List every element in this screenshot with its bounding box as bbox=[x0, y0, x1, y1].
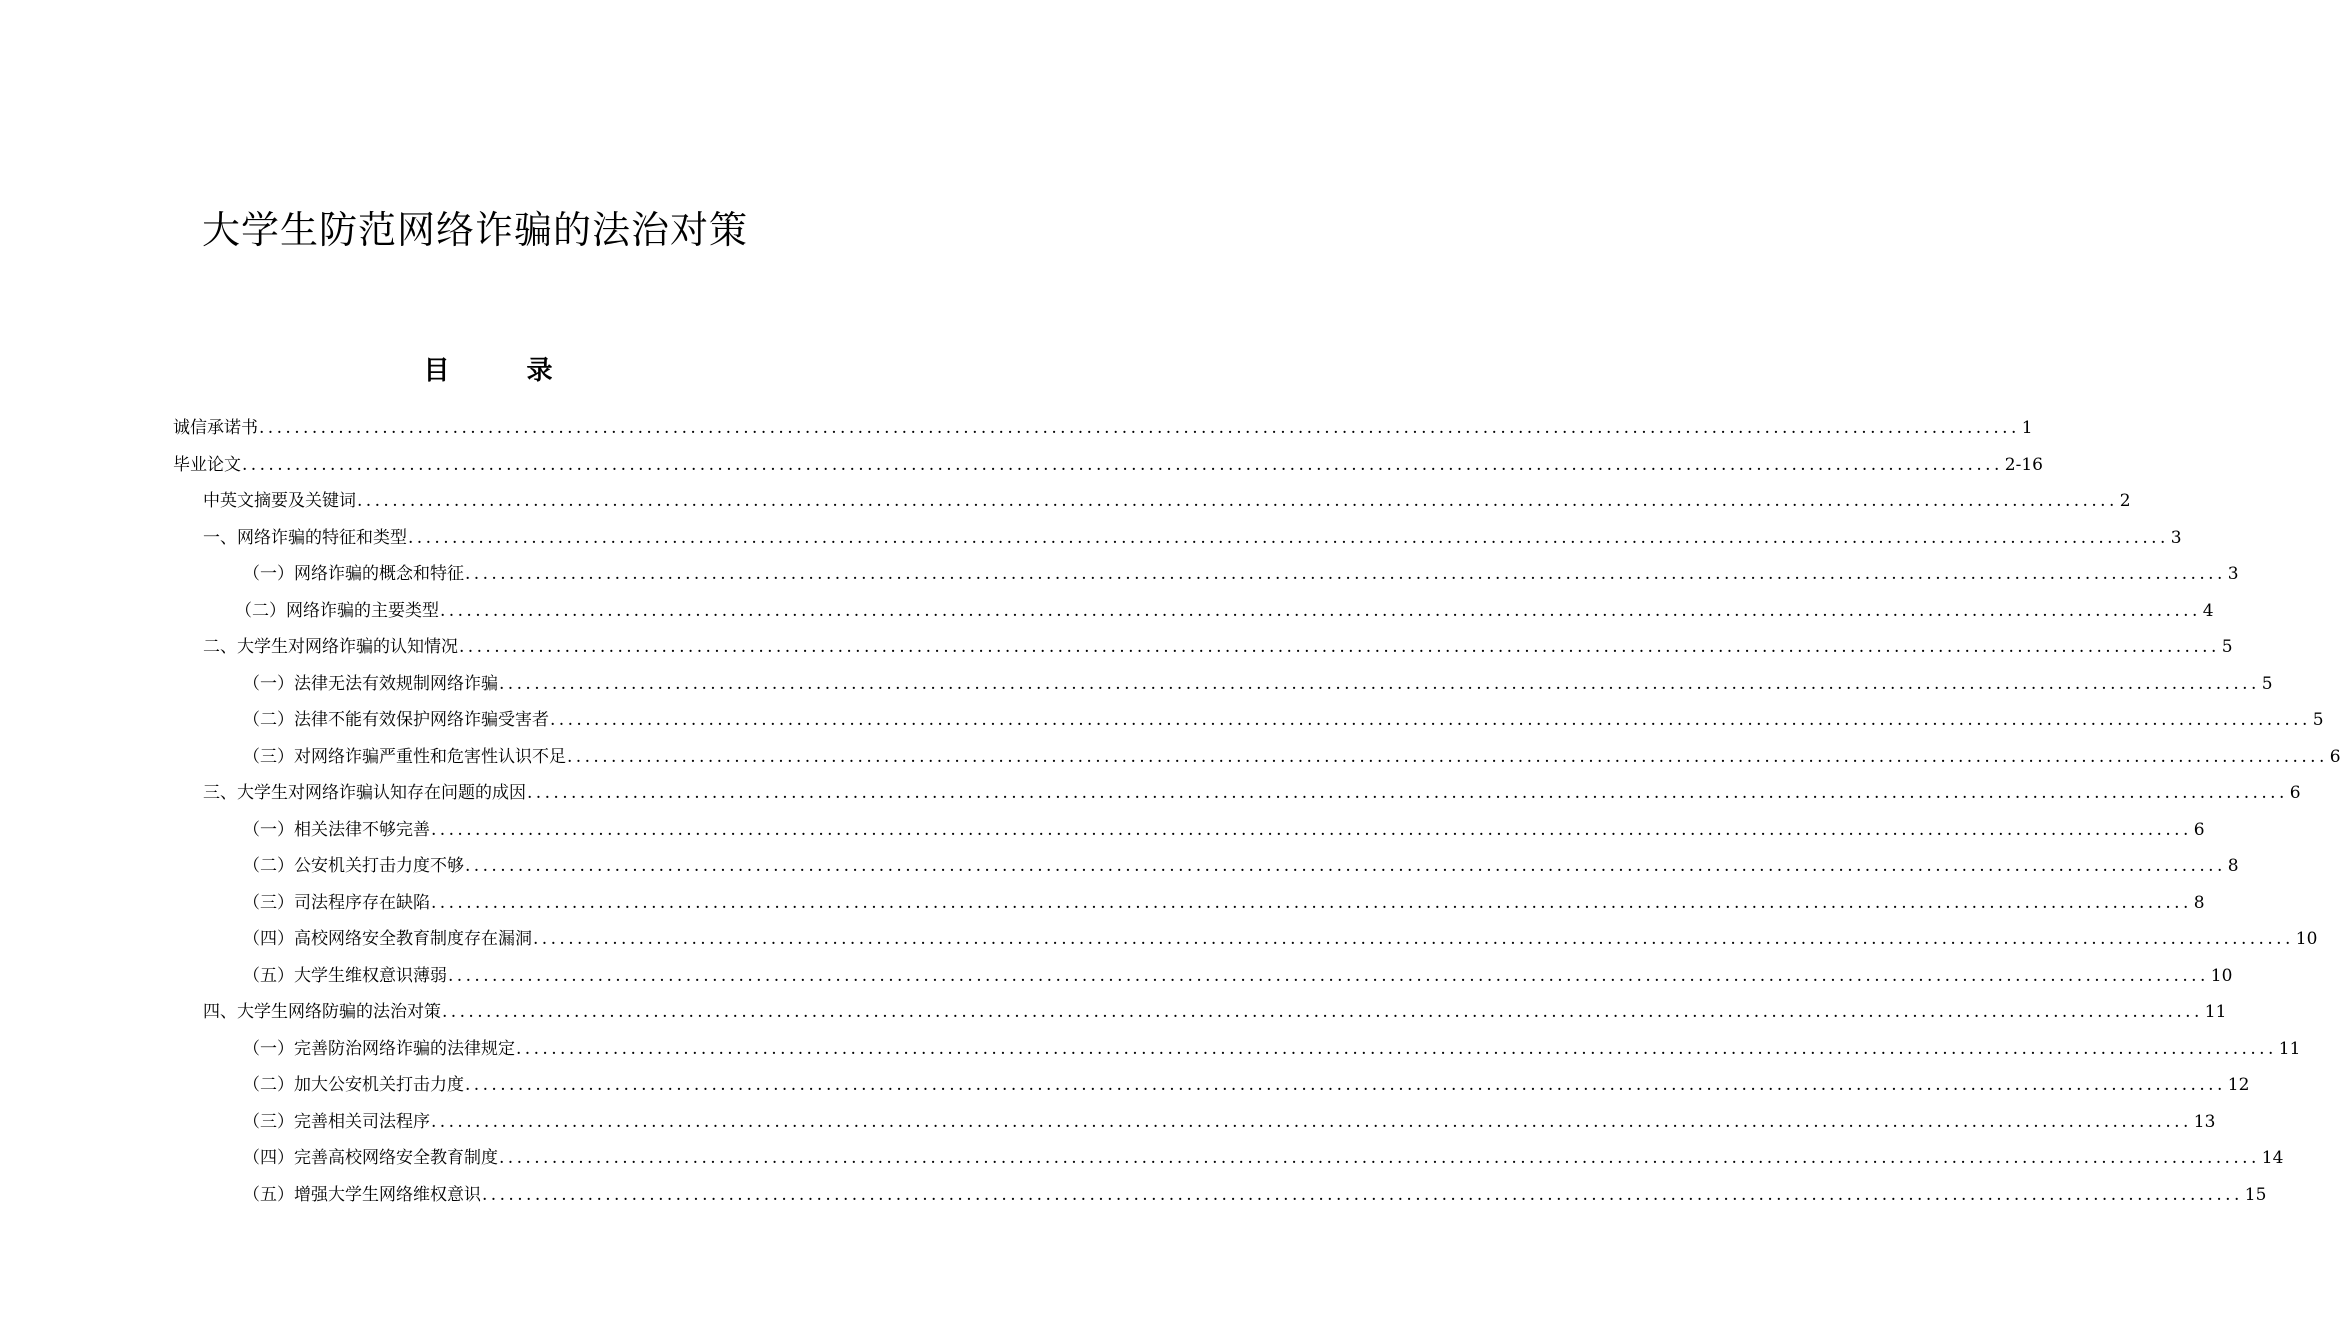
toc-entry-page-number: 14 bbox=[2261, 1148, 2284, 1168]
toc-entry-label: （一）法律无法有效规制网络诈骗 bbox=[243, 673, 498, 694]
toc-leader-dots: ........................................................................................................................................................................................................ bbox=[516, 1038, 2277, 1059]
toc-entry[interactable] bbox=[243, 563, 2239, 585]
toc-entry[interactable] bbox=[243, 746, 2341, 768]
toc-entry[interactable] bbox=[243, 1074, 2250, 1096]
toc-entry[interactable] bbox=[173, 417, 2033, 439]
toc-entry-label: （二）加大公安机关打击力度 bbox=[243, 1075, 464, 1095]
toc-entry-page-number: 6 bbox=[2289, 783, 2301, 803]
toc-entry[interactable] bbox=[203, 527, 2182, 549]
toc-entry-label: 毕业论文 bbox=[173, 454, 241, 475]
toc-entry[interactable] bbox=[235, 600, 2214, 622]
toc-entry[interactable] bbox=[243, 965, 2233, 987]
toc-entry-label: （五）大学生维权意识薄弱 bbox=[243, 965, 447, 986]
toc-entry-page-number: 3 bbox=[2227, 564, 2239, 584]
toc-entry-page-number: 10 bbox=[2210, 965, 2233, 986]
toc-entry[interactable] bbox=[243, 1147, 2284, 1169]
toc-entry-label: （三）完善相关司法程序 bbox=[243, 1111, 430, 1132]
toc-leader-dots: ........................................................................................................................................................................................................ bbox=[550, 710, 2311, 730]
toc-entry-page-number: 2-16 bbox=[2004, 454, 2043, 475]
toc-entry-label: （二）公安机关打击力度不够 bbox=[243, 856, 464, 876]
toc-entry[interactable] bbox=[243, 892, 2205, 914]
toc-entry[interactable] bbox=[243, 673, 2273, 695]
toc-entry-label: 四、大学生网络防骗的法治对策 bbox=[203, 1002, 441, 1022]
toc-entry[interactable] bbox=[203, 782, 2301, 804]
toc-leader-dots: ........................................................................................................................................................................................................ bbox=[242, 454, 2003, 475]
toc-leader-dots: ........................................................................................................................................................................................................ bbox=[527, 783, 2288, 803]
toc-leader-dots: ........................................................................................................................................................................................................ bbox=[567, 746, 2328, 767]
toc-leader-dots: ........................................................................................................................................................................................................ bbox=[465, 1075, 2226, 1095]
toc-entry-page-number: 11 bbox=[2278, 1038, 2301, 1059]
toc-entry[interactable] bbox=[243, 855, 2239, 877]
toc-entry-label: （一）相关法律不够完善 bbox=[243, 819, 430, 840]
toc-entry-page-number: 8 bbox=[2193, 892, 2205, 913]
toc-leader-dots: ........................................................................................................................................................................................................ bbox=[408, 527, 2169, 548]
toc-entry-page-number: 6 bbox=[2329, 746, 2341, 767]
toc-entry-page-number: 8 bbox=[2227, 856, 2239, 876]
toc-entry-page-number: 11 bbox=[2204, 1002, 2227, 1022]
toc-entry-page-number: 2 bbox=[2119, 491, 2131, 511]
toc-entry-page-number: 10 bbox=[2295, 929, 2318, 949]
toc-entry-label: 一、网络诈骗的特征和类型 bbox=[203, 527, 407, 548]
toc-entry-label: （四）高校网络安全教育制度存在漏洞 bbox=[243, 929, 532, 949]
toc-entry-page-number: 5 bbox=[2312, 710, 2324, 730]
toc-entry-label: （一）完善防治网络诈骗的法律规定 bbox=[243, 1038, 515, 1059]
toc-leader-dots: ........................................................................................................................................................................................................ bbox=[357, 491, 2118, 511]
toc-leader-dots: ........................................................................................................................................................................................................ bbox=[482, 1184, 2243, 1205]
toc-entry[interactable] bbox=[203, 1001, 2227, 1023]
toc-entry[interactable] bbox=[243, 1111, 2216, 1133]
toc-leader-dots: ........................................................................................................................................................................................................ bbox=[499, 1148, 2260, 1168]
toc-entry[interactable] bbox=[243, 1038, 2301, 1060]
toc-entry-label: （二）法律不能有效保护网络诈骗受害者 bbox=[243, 710, 549, 730]
toc-leader-dots: ........................................................................................................................................................................................................ bbox=[533, 929, 2294, 949]
toc-entry-page-number: 5 bbox=[2221, 637, 2233, 657]
toc-leader-dots: ........................................................................................................................................................................................................ bbox=[442, 1002, 2203, 1022]
toc-entry-label: （三）对网络诈骗严重性和危害性认识不足 bbox=[243, 746, 566, 767]
toc-entry-label: 三、大学生对网络诈骗认知存在问题的成因 bbox=[203, 783, 526, 803]
toc-entry-page-number: 5 bbox=[2261, 673, 2273, 694]
toc-entry-page-number: 15 bbox=[2244, 1184, 2267, 1205]
toc-entry-label: 二、大学生对网络诈骗的认知情况 bbox=[203, 637, 458, 657]
toc-entry[interactable] bbox=[173, 454, 2043, 476]
toc-entry-label: （五）增强大学生网络维权意识 bbox=[243, 1184, 481, 1205]
toc-entry-page-number: 13 bbox=[2193, 1111, 2216, 1132]
toc-entry[interactable] bbox=[243, 1184, 2267, 1206]
toc-entry-label: （二）网络诈骗的主要类型 bbox=[235, 600, 439, 621]
toc-entry[interactable] bbox=[243, 709, 2324, 731]
toc-leader-dots: ........................................................................................................................................................................................................ bbox=[465, 564, 2226, 584]
toc-leader-dots: ........................................................................................................................................................................................................ bbox=[440, 600, 2201, 621]
toc-entry[interactable] bbox=[203, 490, 2131, 512]
toc-entry-label: （四）完善高校网络安全教育制度 bbox=[243, 1148, 498, 1168]
toc-leader-dots: ........................................................................................................................................................................................................ bbox=[431, 819, 2192, 840]
toc-heading: 目 录 bbox=[423, 356, 587, 386]
toc-entry-page-number: 12 bbox=[2227, 1075, 2250, 1095]
toc-entry-page-number: 6 bbox=[2193, 819, 2205, 840]
toc-entry-page-number: 1 bbox=[2021, 418, 2033, 438]
toc-entry-label: 诚信承诺书 bbox=[173, 418, 258, 438]
toc-leader-dots: ........................................................................................................................................................................................................ bbox=[459, 637, 2220, 657]
document-title: 大学生防范网络诈骗的法治对策 bbox=[201, 208, 748, 252]
toc-entry-label: 中英文摘要及关键词 bbox=[203, 491, 356, 511]
toc-leader-dots: ........................................................................................................................................................................................................ bbox=[465, 856, 2226, 876]
toc-leader-dots: ........................................................................................................................................................................................................ bbox=[431, 892, 2192, 913]
toc-entry-page-number: 4 bbox=[2202, 600, 2214, 621]
toc-leader-dots: ........................................................................................................................................................................................................ bbox=[499, 673, 2260, 694]
toc-entry-page-number: 3 bbox=[2170, 527, 2182, 548]
toc-entry[interactable] bbox=[243, 819, 2205, 841]
toc-entry[interactable] bbox=[203, 636, 2233, 658]
toc-leader-dots: ........................................................................................................................................................................................................ bbox=[448, 965, 2209, 986]
toc-leader-dots: ........................................................................................................................................................................................................ bbox=[259, 418, 2020, 438]
toc-leader-dots: ........................................................................................................................................................................................................ bbox=[431, 1111, 2192, 1132]
toc-entry-label: （一）网络诈骗的概念和特征 bbox=[243, 564, 464, 584]
toc-entry-label: （三）司法程序存在缺陷 bbox=[243, 892, 430, 913]
toc-entry[interactable] bbox=[243, 928, 2318, 950]
